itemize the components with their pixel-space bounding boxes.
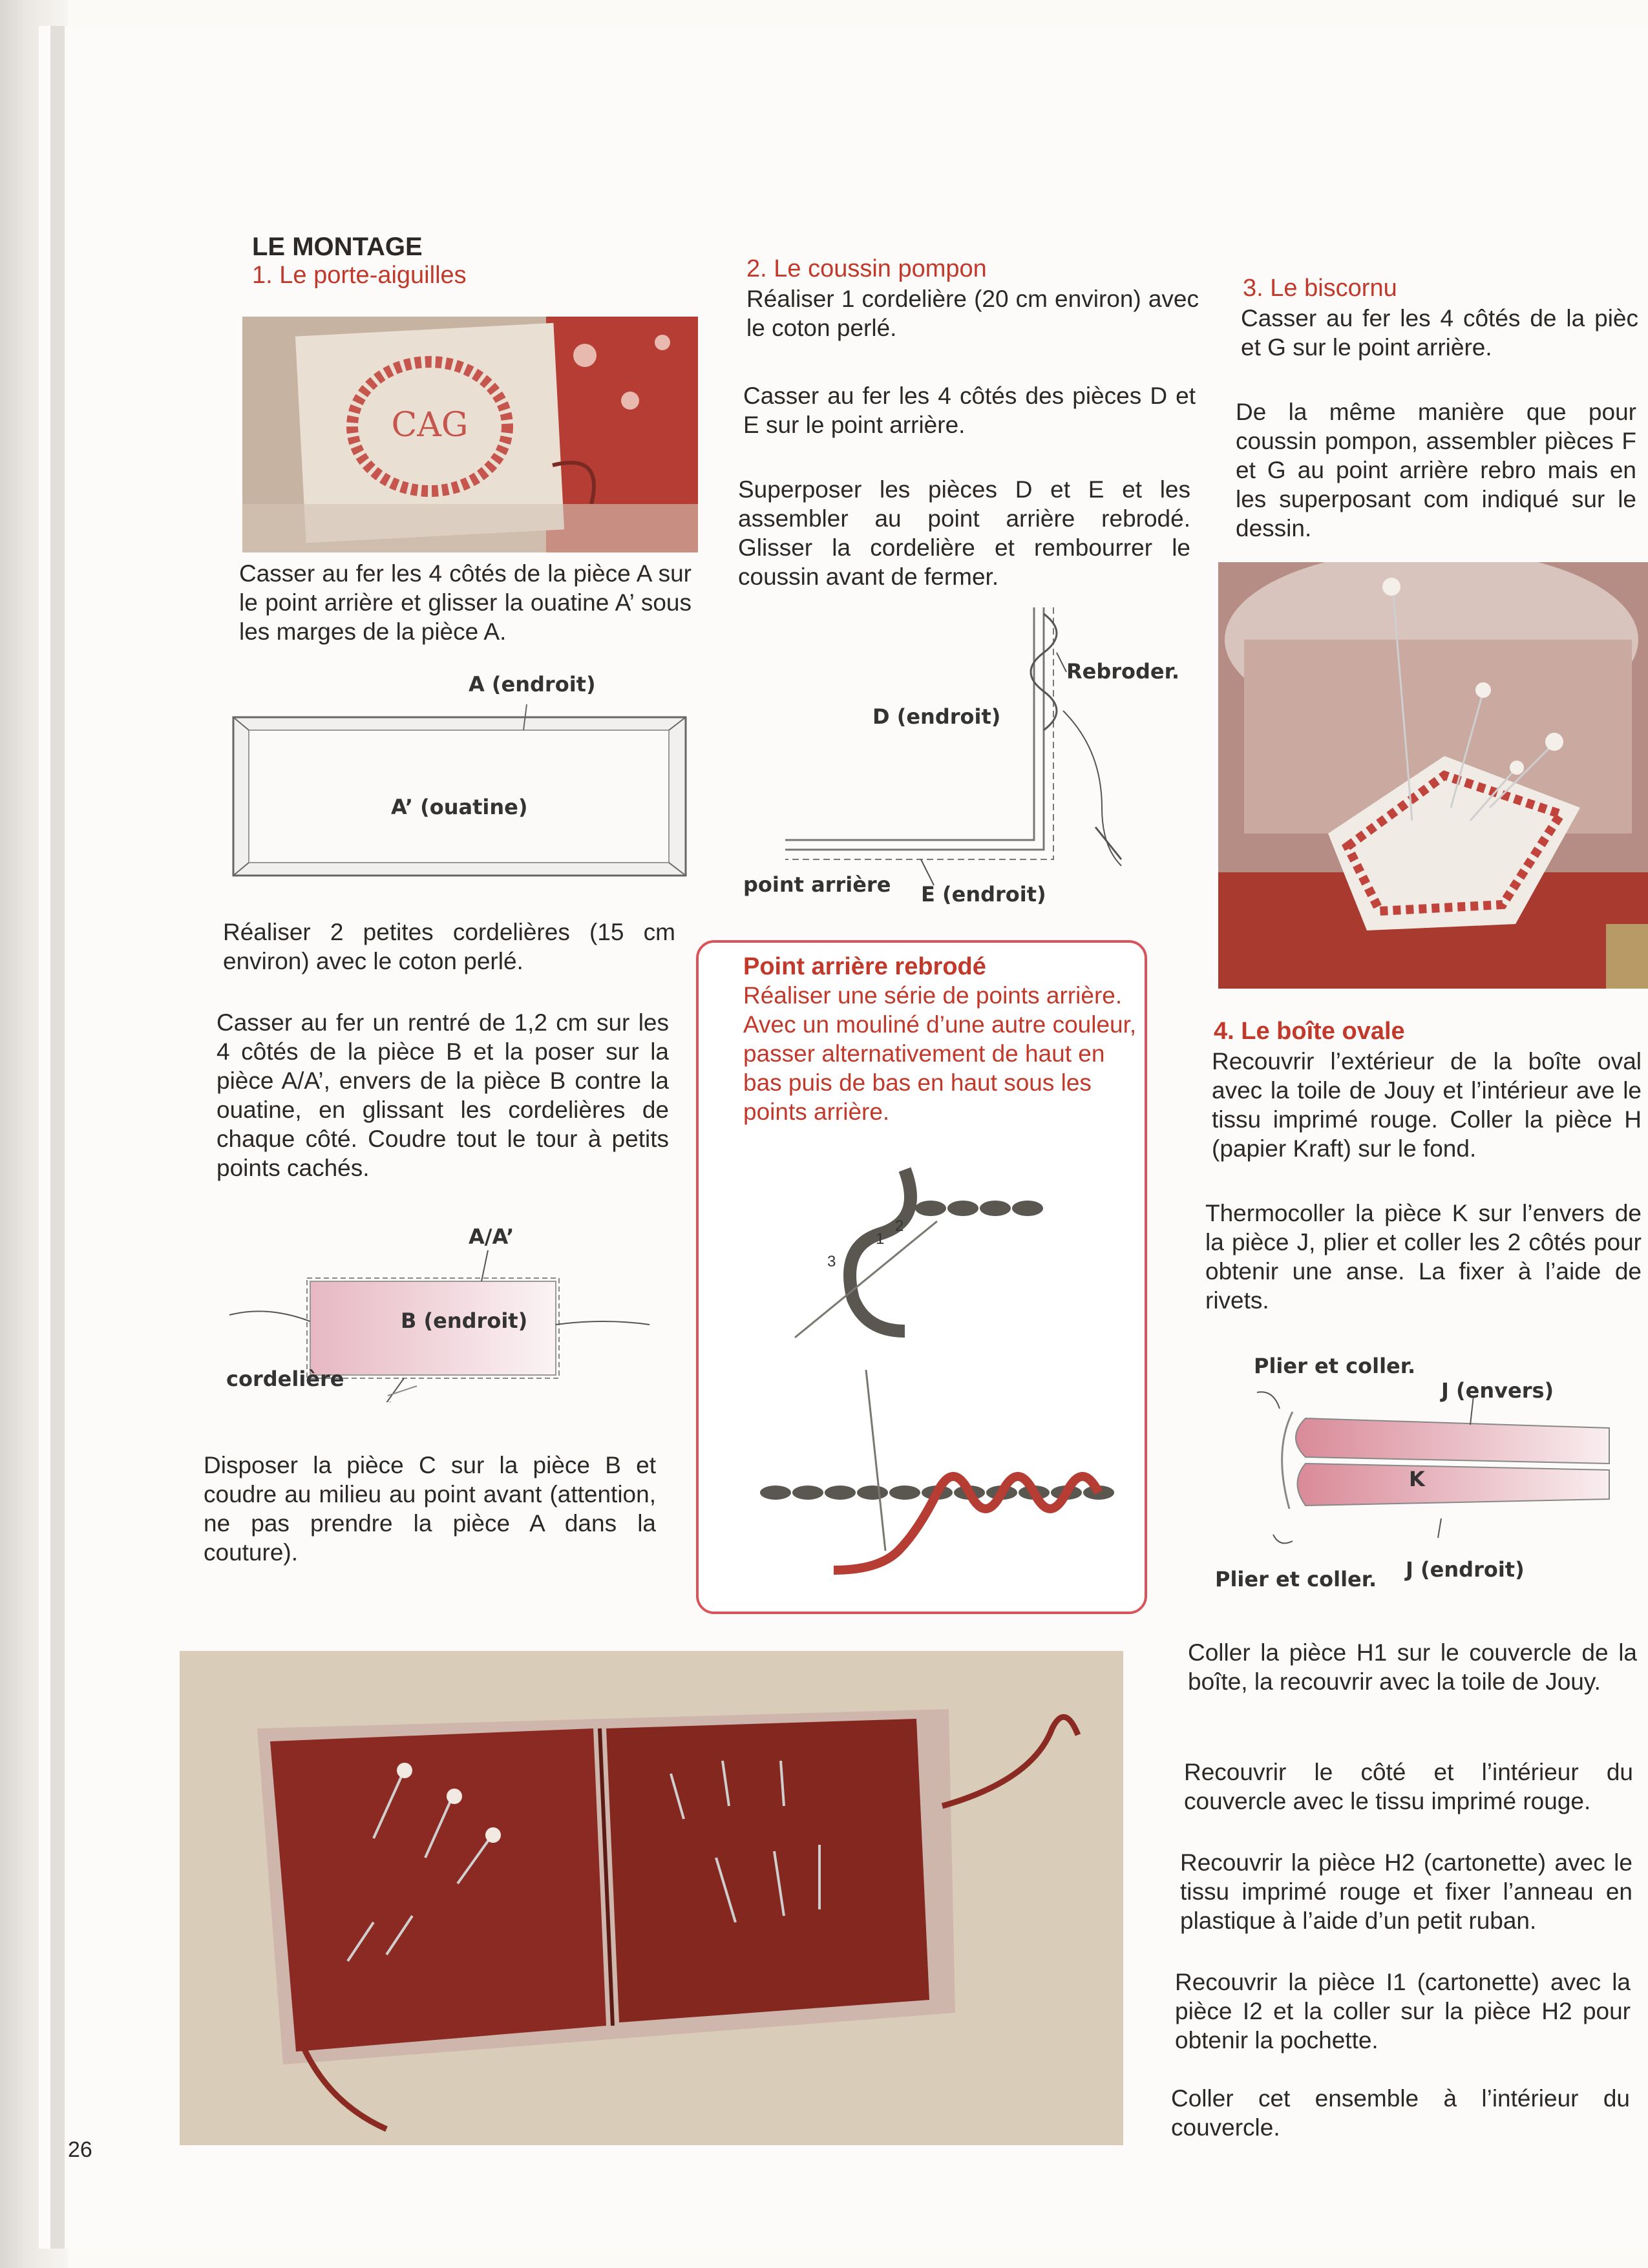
step3-title-text: 3. Le biscornu bbox=[1243, 275, 1397, 302]
label-cordeliere: cordelière bbox=[226, 1367, 344, 1391]
label-j-envers: J (envers) bbox=[1441, 1378, 1554, 1403]
stitch-diagram-2 bbox=[750, 1363, 1125, 1583]
label-b-endroit: B (endroit) bbox=[401, 1308, 528, 1333]
stitch-diagram-1 bbox=[750, 1150, 1112, 1344]
diagram-a-ouatine bbox=[229, 672, 695, 885]
label-point-arriere: point arrière bbox=[743, 872, 891, 897]
biscornu-photo bbox=[1218, 562, 1648, 989]
col3-paragraph-2: De la même manière que pour coussin pompon, assembler pièces F et G au point arrière rebro mais en les superposant com indiqué sur le dessin. bbox=[1236, 399, 1636, 541]
step3-title bbox=[1243, 275, 1648, 302]
col3-paragraph-5: Coller la pièce H1 sur le couvercle de la boîte, la recouvrir avec la toile de Jouy. bbox=[1188, 1639, 1637, 1695]
diagram-d-e bbox=[740, 594, 1192, 918]
col2-paragraph-1: Réaliser 1 cordelière (20 cm environ) avec le coton perlé. bbox=[746, 286, 1199, 341]
tip-box-title: Point arrière rebrodé bbox=[743, 953, 986, 980]
step1-title: 1. Le porte-aiguilles bbox=[252, 262, 467, 289]
col2-paragraph-2: Casser au fer les 4 côtés des pièces D et E sur le point arrière. bbox=[743, 383, 1196, 438]
step2-title bbox=[746, 255, 1199, 283]
col1-paragraph-3: Casser au fer un rentré de 1,2 cm sur les 4 côtés de la pièce B et la poser sur la pièce A/A’, envers de la pièce B contre la ouatine, en glissant les cordelières de chaque côté. Coudre tout le tour à petits points cachés. bbox=[217, 1009, 669, 1181]
page-edge bbox=[50, 26, 65, 2249]
diagram-b-endroit bbox=[223, 1224, 675, 1402]
label-plier-coller-top: Plier et coller. bbox=[1254, 1354, 1416, 1378]
col3-paragraph-9: Coller cet ensemble à l’intérieur du couvercle. bbox=[1171, 2085, 1630, 2141]
col3-paragraph-3: Recouvrir l’extérieur de la boîte oval avec la toile de Jouy et l’intérieur ave le tissu imprimé rouge. Coller la pièce H (papier Kraft) sur le fond. bbox=[1212, 1048, 1642, 1162]
col1-paragraph-4: Disposer la pièce C sur la pièce B et coudre au milieu au point avant (attention, ne pas prendre la pièce A dans la couture). bbox=[204, 1452, 656, 1566]
col3-paragraph-7: Recouvrir la pièce H2 (cartonette) avec le tissu imprimé rouge et fixer l’anneau en plastique à l’aide d’un petit ruban. bbox=[1180, 1849, 1632, 1934]
col1-header bbox=[252, 233, 704, 289]
step4-title bbox=[1214, 1018, 1648, 1045]
label-j-endroit: J (endroit) bbox=[1406, 1557, 1525, 1582]
label-k: K bbox=[1409, 1467, 1425, 1491]
step-number-3: 3 bbox=[827, 1253, 836, 1270]
label-plier-coller-bottom: Plier et coller. bbox=[1215, 1567, 1377, 1591]
label-d-endroit: D (endroit) bbox=[872, 704, 1001, 729]
tip-box-content bbox=[743, 953, 1144, 1126]
label-a-ouatine: A’ (ouatine) bbox=[391, 795, 528, 819]
needle-case-photo bbox=[242, 317, 698, 552]
col3-paragraph-6: Recouvrir le côté et l’intérieur du couvercle avec le tissu imprimé rouge. bbox=[1184, 1759, 1633, 1814]
section-title: LE MONTAGE bbox=[252, 233, 423, 261]
label-e-endroit: E (endroit) bbox=[921, 882, 1046, 907]
col3-paragraph-4: Thermocoller la pièce K sur l’envers de la pièce J, plier et coller les 2 côtés pour obtenir une anse. La fixer à l’aide de rivets. bbox=[1205, 1200, 1642, 1314]
col1-paragraph-1: Casser au fer les 4 côtés de la pièce A sur le point arrière et glisser la ouatine A’ sous les marges de la pièce A. bbox=[239, 560, 692, 645]
step-number-2: 2 bbox=[895, 1217, 904, 1235]
step2-title-text: 2. Le coussin pompon bbox=[746, 255, 987, 282]
label-a-endroit: A (endroit) bbox=[469, 672, 596, 697]
monogram: CAG bbox=[391, 406, 469, 445]
col2-paragraph-3: Superposer les pièces D et E et les assembler au point arrière rebrodé. Glisser la cordelière et rembourrer le coussin avant de fermer. bbox=[738, 476, 1190, 590]
diagram-j-k bbox=[1215, 1354, 1648, 1599]
step4-title-text: 4. Le boîte ovale bbox=[1214, 1018, 1405, 1045]
needle-book-photo bbox=[180, 1651, 1123, 2145]
step-number-1: 1 bbox=[876, 1230, 885, 1248]
tip-box-text: Réaliser une série de points arrière. Avec un mouliné d’une autre couleur, passer alternativement de haut en bas puis de bas en haut sous les points arrière. bbox=[743, 982, 1137, 1125]
label-a-a-prime: A/A’ bbox=[469, 1224, 514, 1249]
col1-paragraph-2: Réaliser 2 petites cordelières (15 cm environ) avec le coton perlé. bbox=[223, 919, 675, 974]
page-number: 26 bbox=[68, 2137, 92, 2162]
col3-paragraph-8: Recouvrir la pièce I1 (cartonette) avec la pièce I2 et la coller sur la pièce H2 pour obtenir la pochette. bbox=[1175, 1969, 1631, 2053]
label-rebroder: Rebroder. bbox=[1066, 659, 1179, 684]
col3-paragraph-1: Casser au fer les 4 côtés de la pièc et G sur le point arrière. bbox=[1241, 305, 1638, 361]
